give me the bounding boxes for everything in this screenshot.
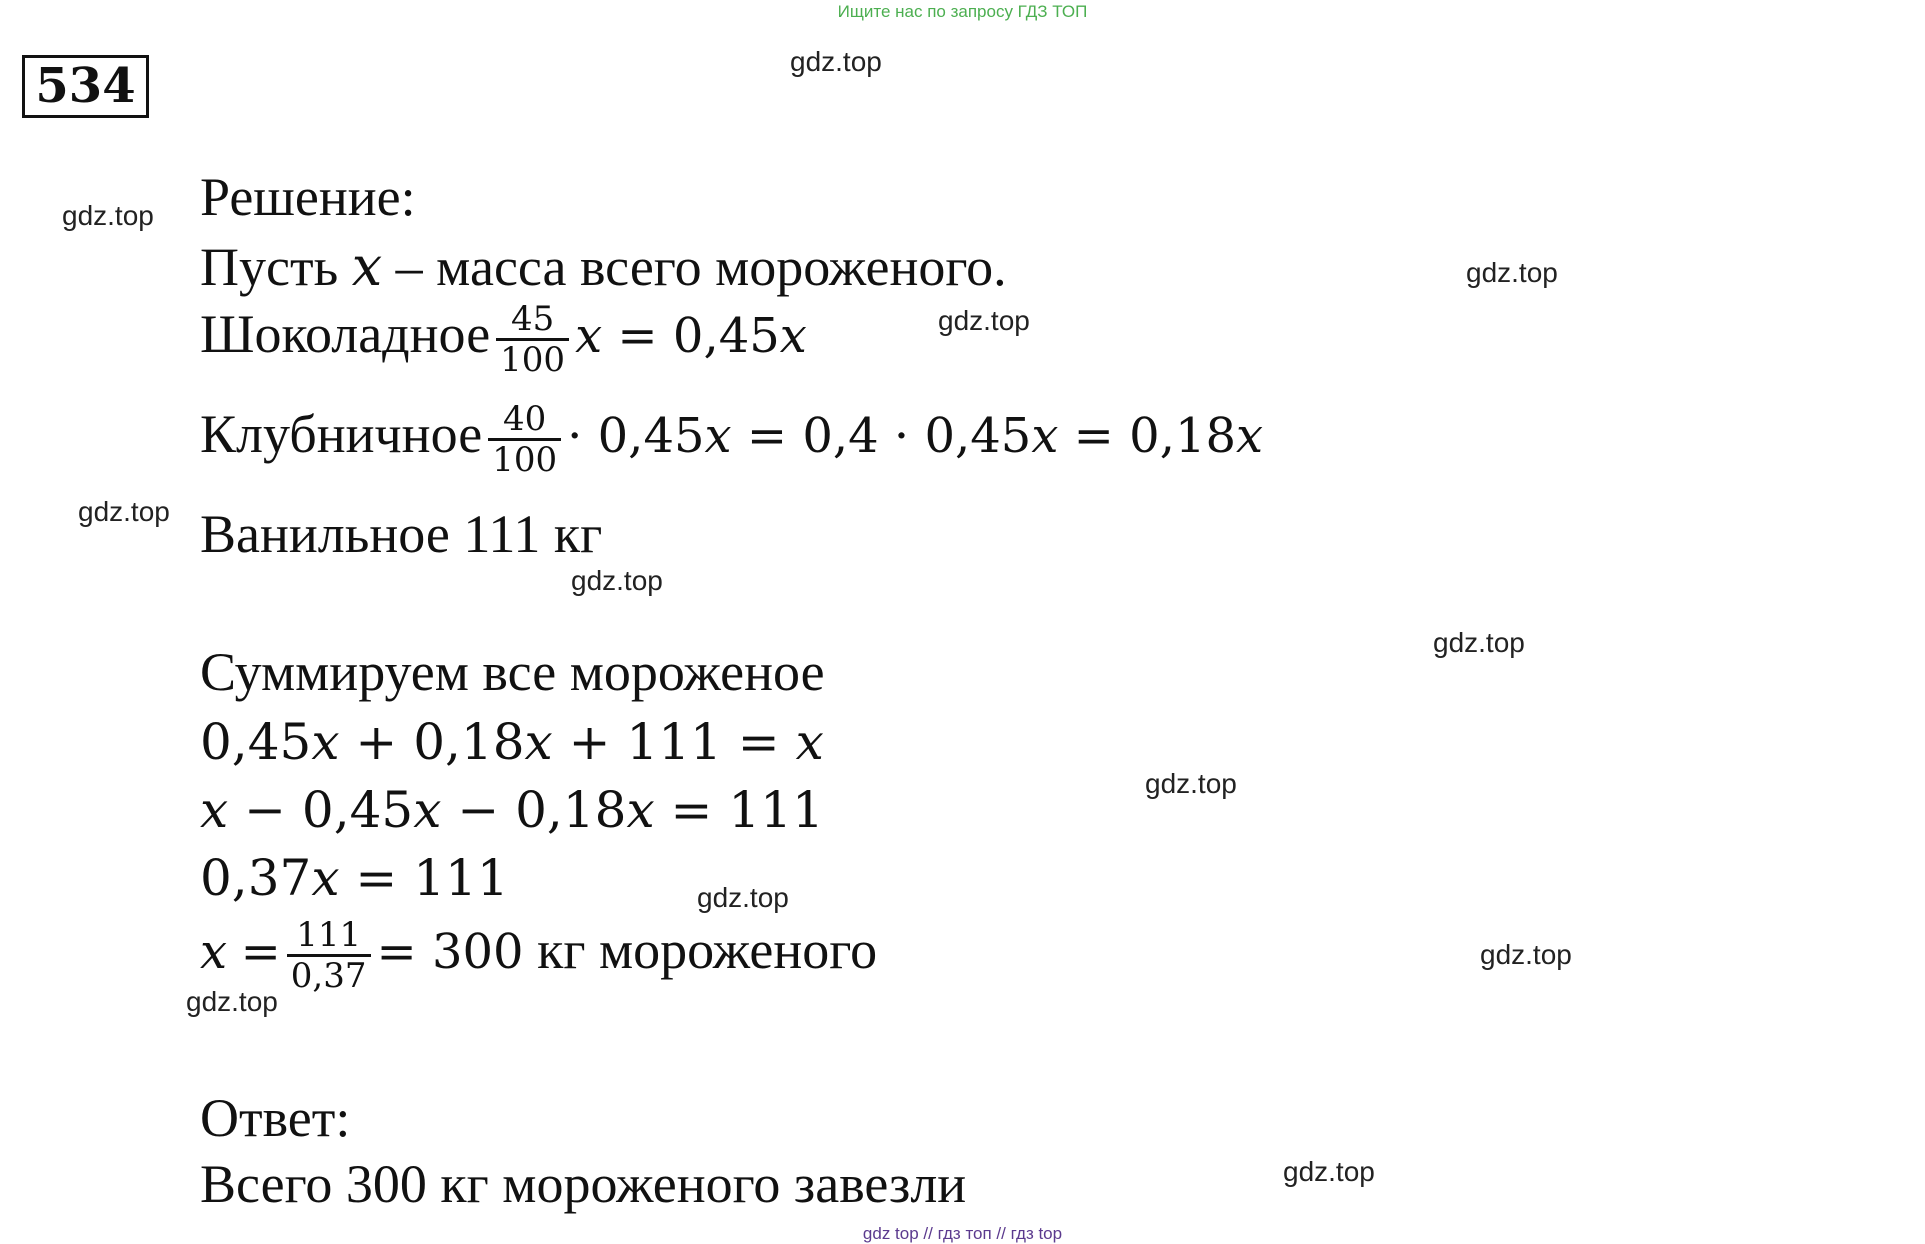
variable-x: x [1031,407,1059,464]
chocolate-line [200,300,807,379]
watermark: gdz.top [938,305,1030,336]
variable-x: x [626,781,655,839]
expr-part: = [240,923,281,980]
variable-x: x [524,713,553,771]
watermark: gdz.top [571,565,663,596]
watermark: gdz.top [1480,939,1572,970]
watermark: gdz.top [62,200,154,231]
sum-heading: Суммируем все мороженое [200,642,825,702]
variable-x: x [351,235,383,298]
variable-x: x [311,849,340,907]
answer-heading: Ответ: [200,1088,351,1148]
variable-x: x [704,407,732,464]
search-hint-banner: Ищите нас по запросу ГДЗ ТОП [837,2,1088,21]
watermark: gdz.top [78,496,170,527]
let-rest: – масса всего мороженого. [395,237,1007,297]
expr-part: − 0,18 [441,781,627,839]
expr-part: + 0,18 [339,713,525,771]
variable-x: x [200,923,228,980]
chocolate-label: Шоколадное [200,303,491,364]
expr-part: = 300 [376,923,524,980]
fraction-numerator: 40 [503,399,547,439]
strawberry-expression [567,408,1263,464]
equation-3 [200,846,509,910]
fraction-denominator: 0,37 [287,954,371,995]
watermark: gdz.top [697,882,789,913]
let-statement [200,235,1007,299]
fraction-denominator: 100 [496,338,569,379]
expr-part: + 111 = [552,713,796,771]
variable-x: x [795,713,824,771]
variable-x: x [1236,407,1264,464]
expr-part: = 0,18 [1073,407,1237,464]
strawberry-fraction [488,400,561,479]
chocolate-fraction [496,300,569,379]
result-fraction [287,916,371,995]
chocolate-result: = 0,45 [617,307,780,364]
equation-4 [200,916,877,995]
equation-2 [200,778,824,842]
variable-x: x [779,307,807,364]
footer-links[interactable]: gdz top // гдз топ // гдз top [862,1224,1063,1243]
solution-heading: Решение: [200,167,416,227]
vanilla-line: Ванильное 111 кг [200,504,603,564]
variable-x: x [200,781,229,839]
fraction-denominator: 100 [488,438,561,479]
strawberry-line [200,400,1263,479]
expr-part: = 0,4 · 0,45 [746,407,1032,464]
strawberry-label: Клубничное [200,403,483,464]
watermark: gdz.top [186,986,278,1017]
expr-part: 0,45 [200,713,312,771]
expr-part: = 111 [654,781,824,839]
variable-x: x [575,307,603,364]
fraction-numerator: 45 [510,299,555,339]
chocolate-expression [575,308,807,364]
watermark: gdz.top [1466,257,1558,288]
answer-text: Всего 300 кг мороженого завезли [200,1154,967,1214]
expr-part: · 0,45 [567,407,705,464]
watermark: gdz.top [790,46,882,77]
expr-part: 0,37 [200,849,312,907]
let-text: Пусть [200,237,339,297]
result-unit: кг мороженого [537,919,878,980]
variable-x: x [311,713,340,771]
expr-part: = 111 [339,849,509,907]
equation-1 [200,710,824,774]
fraction-numerator: 111 [296,915,362,955]
problem-number: 534 [22,55,149,118]
watermark: gdz.top [1145,768,1237,799]
variable-x: x [413,781,442,839]
watermark: gdz.top [1433,627,1525,658]
watermark: gdz.top [1283,1156,1375,1187]
expr-part: − 0,45 [228,781,414,839]
